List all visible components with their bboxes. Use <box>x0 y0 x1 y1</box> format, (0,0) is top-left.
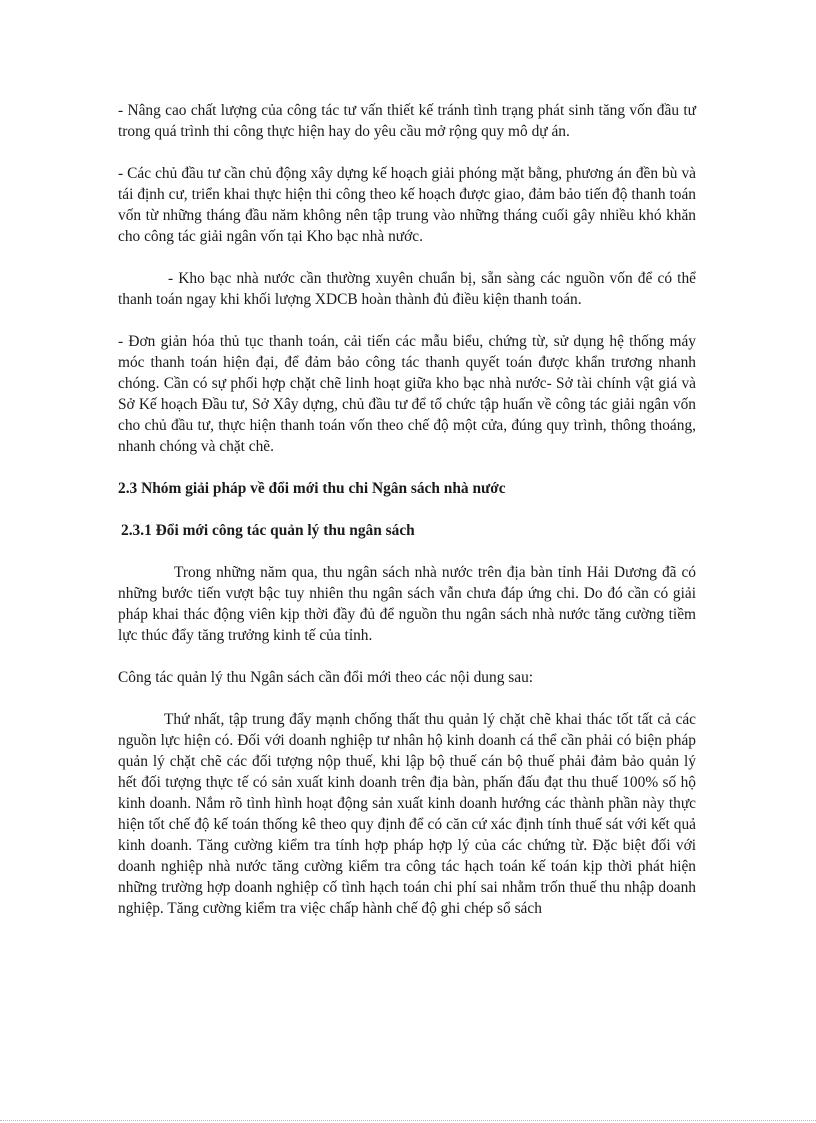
section-heading-2-3-1: 2.3.1 Đổi mới công tác quản lý thu ngân sách <box>121 522 415 539</box>
section-heading-2-3: 2.3 Nhóm giải pháp về đổi mới thu chi Ngân sách nhà nước <box>118 480 506 497</box>
page-bottom-border <box>0 1120 816 1121</box>
paragraph-first-measure: Thứ nhất, tập trung đẩy mạnh chống thất thu quản lý chặt chẽ khai thác tốt tất cả các nguồn lực hiện có. Đối với doanh nghiệp tư nhân hộ kinh doanh cá thể cần phải có biện pháp quản lý chặt chẽ các đối tượng nộp thuế, khi lập bộ thuế cán bộ thuế phải đảm bảo quản lý hết đối tượng thực tế có sản xuất kinh doanh trên địa bàn, phấn đấu đạt thu thuế 100% số hộ kinh doanh. Nắm rõ tình hình hoạt động sản xuất kinh doanh hướng các thành phần này thực hiện tốt chế độ kế toán thống kê theo quy định để có căn cứ xác định tính thuế sát với kết quả kinh doanh. Tăng cường kiểm tra tính hợp pháp hợp lý của các chứng từ. Đặc biệt đối với doanh nghiệp nhà nước tăng cường kiểm tra công tác hạch toán kế toán kịp thời phát hiện những trường hợp doanh nghiệp cố tình hạch toán chi phí sai nhằm trốn thuế thu nhập doanh nghiệp. Tăng cường kiểm tra việc chấp hành chế độ ghi chép sổ sách <box>118 711 696 917</box>
document-page <box>118 100 696 919</box>
paragraph-design-consulting: - Nâng cao chất lượng của công tác tư vấn thiết kế tránh tình trạng phát sinh tăng vốn đầu tư trong quá trình thi công thực hiện hay do yêu cầu mở rộng quy mô dự án. <box>118 102 696 140</box>
paragraph-simplify-procedures: - Đơn giản hóa thủ tục thanh toán, cải tiến các mẫu biểu, chứng từ, sử dụng hệ thống máy móc thanh toán hiện đại, để đảm bảo công tác thanh quyết toán được khẩn trương nhanh chóng. Cần có sự phối hợp chặt chẽ linh hoạt giữa kho bạc nhà nước- Sở tài chính vật giá và Sở Kế hoạch Đầu tư, Sở Xây dựng, chủ đầu tư để tổ chức tập huấn về công tác giải ngân vốn cho chủ đầu tư, thực hiện thanh toán vốn theo chế độ một cửa, đúng quy trình, thông thoáng, nhanh chóng và chặt chẽ. <box>118 333 696 455</box>
paragraph-investors-site-clearance: - Các chủ đầu tư cần chủ động xây dựng kế hoạch giải phóng mặt bằng, phương án đền bù và tái định cư, triển khai thực hiện thi công theo kế hoạch được giao, đảm bảo tiến độ thanh toán vốn từ những tháng đầu năm không nên tập trung vào những tháng cuối gây nhiều khó khăn cho công tác giải ngân vốn tại Kho bạc nhà nước. <box>118 165 696 245</box>
paragraph-budget-revenue: Trong những năm qua, thu ngân sách nhà nước trên địa bàn tỉnh Hải Dương đã có những bước tiến vượt bậc tuy nhiên thu ngân sách vẫn chưa đáp ứng chi. Do đó cần có giải pháp khai thác động viên kịp thời đầy đủ để nguồn thu ngân sách nhà nước tăng cường tiềm lực thúc đẩy tăng trưởng kinh tế của tỉnh. <box>118 564 696 644</box>
paragraph-management-contents: Công tác quản lý thu Ngân sách cần đổi mới theo các nội dung sau: <box>118 669 534 686</box>
paragraph-treasury-funds: - Kho bạc nhà nước cần thường xuyên chuẩn bị, sẵn sàng các nguồn vốn để có thể thanh toán ngay khi khối lượng XDCB hoàn thành đủ điều kiện thanh toán. <box>118 270 696 308</box>
